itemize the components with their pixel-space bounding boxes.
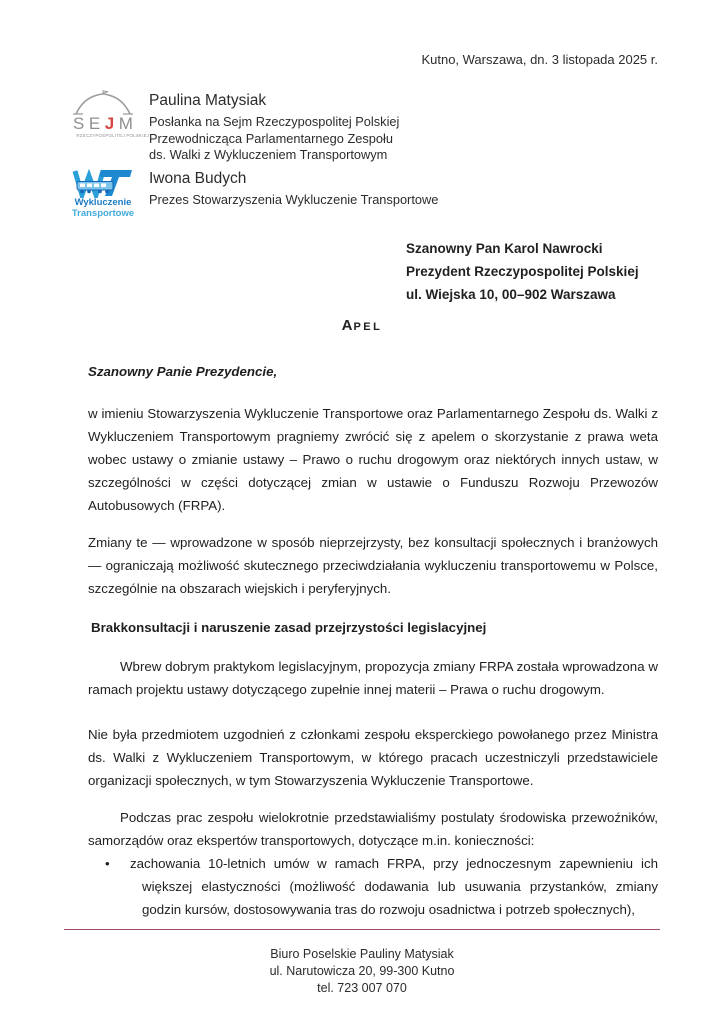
letter-title	[0, 316, 724, 337]
sejm-logo	[66, 90, 150, 140]
recipient-line: Prezydent Rzeczypospolitej Polskiej	[406, 264, 639, 279]
sender-role-line: Posłanka na Sejm Rzeczypospolitej Polskiej	[149, 114, 400, 129]
sender-role-line: Prezes Stowarzyszenia Wykluczenie Transportowe	[149, 192, 439, 207]
date-line: Kutno, Warszawa, dn. 3 listopada 2025 r.	[421, 52, 658, 67]
sender-block-budych	[66, 168, 438, 219]
sender-name: Iwona Budych	[149, 170, 247, 187]
footer-block	[0, 946, 724, 997]
sender-block-matysiak	[66, 90, 399, 164]
footer-line: ul. Narutowicza 20, 99-300 Kutno	[269, 964, 455, 978]
sender-role-line: ds. Walki z Wykluczeniem Transportowym	[149, 147, 388, 162]
sejm-letter: S	[73, 114, 85, 133]
wt-wordmark	[66, 198, 140, 219]
sejm-letter: E	[88, 114, 101, 133]
sejm-wordmark	[73, 115, 133, 133]
sejm-letter: M	[118, 114, 133, 133]
paragraph-1: w imieniu Stowarzyszenia Wykluczenie Transportowe oraz Parlamentarnego Zespołu ds. Walki z Wykluczeniem Transportowym pragniemy zwrócić się z apelem o skorzystanie z prawa weta wobec ustawy o zmianie ustawy – Prawo o ruchu drogowym oraz niektórych innych ustaw, w szczególności w części dotyczącej zmian w ustawie o Funduszu Rozwoju Przewozów Autobusowych (FRPA).	[88, 406, 658, 513]
footer-line: Biuro Poselskie Pauliny Matysiak	[270, 947, 454, 961]
sender-budych-text	[149, 168, 438, 209]
recipient-line: ul. Wiejska 10, 00–902 Warszawa	[406, 287, 616, 302]
salutation: Szanowny Panie Prezydencie,	[88, 364, 278, 379]
paragraph-5: Podczas prac zespołu wielokrotnie przedstawialiśmy postulaty środowiska przewoźników, samorządów oraz ekspertów transportowych, dotyczące m.in. konieczności:	[88, 810, 658, 848]
section-heading: Brakkonsultacji i naruszenie zasad przejrzystości legislacyjnej	[91, 620, 487, 635]
sejm-subtext: RZECZYPOSPOLITEJ POLSKIEJ	[76, 134, 150, 139]
sender-name: Paulina Matysiak	[149, 92, 267, 109]
sender-role-line: Przewodnicząca Parlamentarnego Zespołu	[149, 130, 393, 146]
wt-wordmark-line1: Wykluczenie	[74, 197, 132, 208]
title-initial: A	[341, 317, 354, 334]
paragraph-4: Nie była przedmiotem uzgodnień z członkami zespołu eksperckiego powołanego przez Ministra ds. Walki z Wykluczeniem Transportowym, w którego pracach uczestniczyli przedstawiciele organizacji społecznych, w tym Stowarzyszenia Wykluczenie Transportowe.	[88, 727, 658, 788]
recipient-line: Szanowny Pan Karol Nawrocki	[406, 241, 603, 256]
wt-wordmark-line2: Transportowe	[71, 207, 135, 219]
footer-divider	[64, 929, 660, 930]
sender-matysiak-text	[149, 90, 399, 164]
recipient-block	[406, 237, 639, 306]
footer-line: tel. 723 007 070	[317, 981, 407, 995]
sejm-dome-icon	[73, 90, 133, 115]
title-rest: PEL	[353, 321, 383, 333]
bullet-item	[88, 852, 658, 921]
letter-body	[88, 360, 658, 921]
bullet-text: zachowania 10-letnich umów w ramach FRPA, przy jednoczesnym zapewnieniu ich większej elastyczności (możliwość dodawania lub usuwania przystanków, zmiany godzin kursów, dostosowywania tras do rozwoju osadnictwa i potrzeb społecznych),	[130, 856, 658, 917]
wt-logo	[66, 168, 140, 219]
paragraph-2: Zmiany te — wprowadzone w sposób nieprzejrzysty, bez konsultacji społecznych i branżowych — ograniczają możliwość skutecznego przeciwdziałania wykluczeniu transportowemu w Polsce, szczególnie na obszarach wiejskich i peryferyjnych.	[88, 535, 658, 596]
bullet-marker: •	[105, 856, 110, 871]
sejm-letter-red: J	[104, 114, 115, 133]
paragraph-3: Wbrew dobrym praktykom legislacyjnym, propozycja zmiany FRPA została wprowadzona w ramach projektu ustawy dotyczącego zupełnie innej materii – Prawa o ruchu drogowym.	[88, 659, 658, 697]
wt-train-icon	[72, 168, 134, 198]
